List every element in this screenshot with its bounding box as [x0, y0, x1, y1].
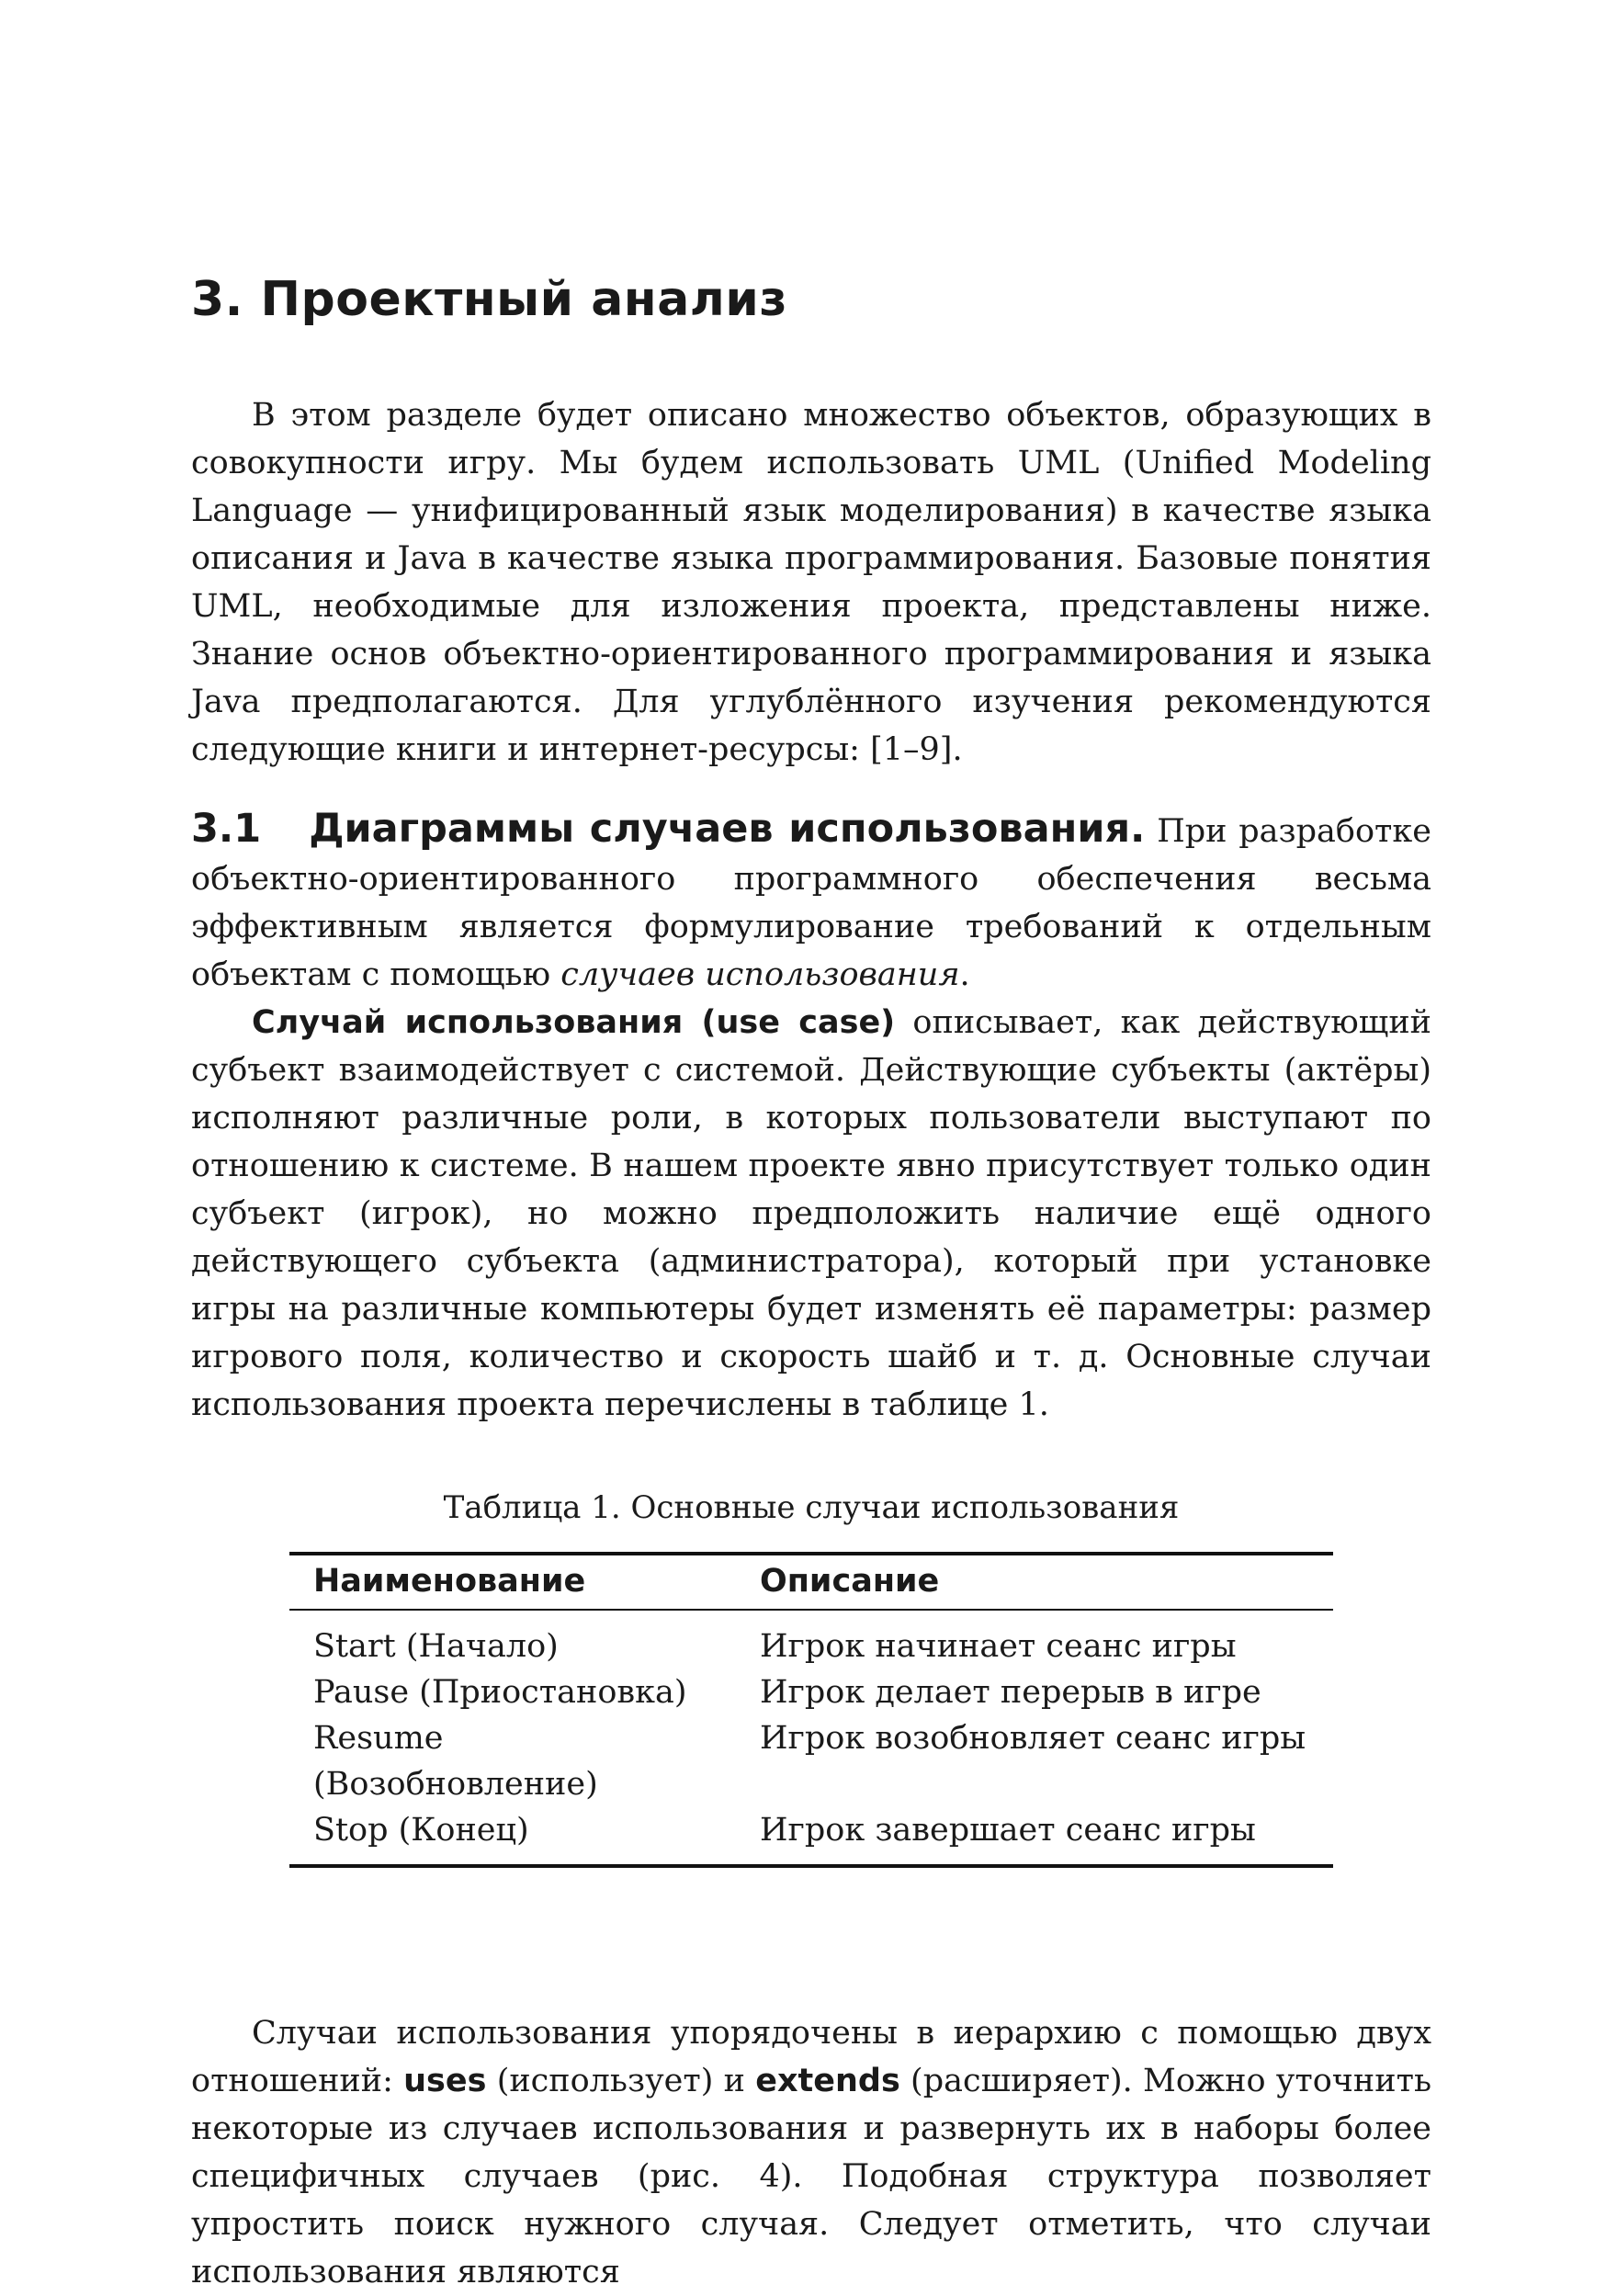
intro-paragraph: В этом разделе будет описано множество объектов, образующих в совокупности игру. Мы будем использовать UML (Unified Modeling Language — унифицированный язык моделирования) в качестве языка описания и Java в качестве языка программирования. Базовые понятия UML, необходимые для изложения проекта, представлены ниже. Знание основ объектно-ориентированного программирования и языка Java предполагаются. Для углублённого изучения рекомендуются следующие книги и интернет-ресурсы: [1–9].: [191, 397, 1431, 768]
closing-text-3: (расширяет). Можно уточнить некоторые из случаев использования и развернуть их в наборы более специфичных случаев (рис. 4). Подобная структура позволяет упростить поиск нужного случая. Следует отметить, что случаи использования являются: [191, 2063, 1431, 2290]
section-lead-text: При разработке объектно-ориентированного программного обеспечения весьма эффективным является формулирование требований к отдельным объектам с помощью: [191, 813, 1431, 993]
table-cell-description: Игрок завершает сеанс игры: [736, 1807, 1333, 1866]
extends-keyword: extends: [755, 2063, 900, 2099]
use-case-term: Случай использования (use case): [252, 1004, 896, 1041]
table-cell-name: Start (Начало): [313, 1628, 559, 1665]
table-cell-description: Игрок возобновляет сеанс игры: [760, 1720, 1306, 1757]
use-case-text: описывает, как действующий субъект взаимодействует с системой. Действующие субъекты (актёры) исполняют различные роли, в которых пользователи выступают по отношению к системе. В нашем проекте явно присутствует только один субъект (игрок), но можно предположить наличие ещё одного действующего субъекта (администратора), который при установке игры на различные компьютеры будет изменять её параметры: размер игрового поля, количество и скорость шайб и т. д. Основные случаи использования проекта перечислены в таблице 1.: [191, 1004, 1431, 1423]
table-header-name: Наименование: [289, 1554, 736, 1610]
table-row: [289, 1715, 1333, 1807]
section-lead-end: .: [959, 956, 970, 993]
document-page: [191, 272, 1431, 2296]
section-lead-italic: случаев использования: [560, 956, 960, 993]
table-cell-name: Stop (Конец): [289, 1807, 736, 1866]
table-caption: Таблица 1. Основные случаи использования: [443, 1489, 1180, 1526]
use-case-paragraph: [191, 999, 1431, 1429]
closing-paragraph: [191, 2009, 1431, 2296]
section-paragraph: [191, 805, 1431, 999]
table-cell-description: Игрок начинает сеанс игры: [760, 1628, 1237, 1665]
section-number: 3.1: [191, 806, 262, 852]
closing-text-2: (использует) и: [496, 2063, 745, 2099]
table-header-description: Описание: [736, 1554, 1333, 1610]
table-header-row: [289, 1554, 1333, 1610]
table-cell-name: Pause (Приостановка): [313, 1674, 687, 1711]
table-cell-name: Resume (Возобновление): [313, 1720, 598, 1803]
section-title: Диаграммы случаев использования.: [309, 806, 1146, 852]
table-row: [289, 1610, 1333, 1669]
table-row: [289, 1669, 1333, 1715]
table-row: [289, 1807, 1333, 1866]
section-heading: [191, 806, 1145, 852]
use-cases-table: [289, 1552, 1333, 1868]
uses-keyword: uses: [403, 2063, 487, 2099]
table-cell-description: Игрок делает перерыв в игре: [760, 1674, 1261, 1711]
chapter-title: 3. Проектный анализ: [191, 272, 788, 327]
closing-text-1: Случаи использования упорядочены в иерархию с помощью двух отношений:: [191, 2015, 1431, 2099]
